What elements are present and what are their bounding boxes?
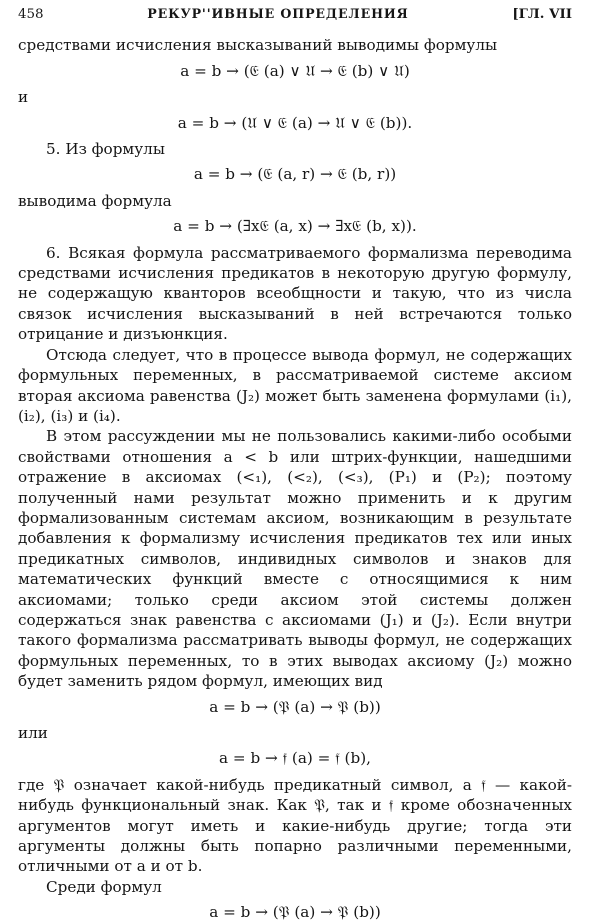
page-number: 458 [18, 7, 44, 22]
paragraph-item-5: 5. Из формулы [46, 140, 165, 159]
formula-5: a = b → (𝔓 (a) → 𝔓 (b)) [209, 697, 381, 716]
formula-7: a = b → (𝔓 (a) → 𝔓 (b)) [209, 903, 381, 922]
running-title: РЕКУР''ИВНЫЕ ОПРЕДЕЛЕНИЯ [147, 6, 409, 21]
formula-6: a = b → 𝔣 (a) = 𝔣 (b), [219, 749, 371, 768]
formula-4: a = b → (∃x𝔈 (a, x) → ∃x𝔈 (b, x)). [173, 217, 417, 236]
paragraph-derivable: выводима формула [18, 191, 172, 210]
formula-2: a = b → (𝔘 ∨ 𝔈 (a) → 𝔘 ∨ 𝔈 (b)). [177, 113, 413, 132]
formula-3: a = b → (𝔈 (a, r) → 𝔈 (b, r)) [193, 165, 397, 184]
paragraph-among-formulas: Среди формул [46, 877, 162, 896]
paragraph-consequence: Отсюда следует, что в процессе вывода формул, не содержащих формульных переменных, в рассматриваемой системе аксиом вторая аксиома равенства (J₂) может быть заменена формулами (i₁), (i₂), (i₃) и (i₄). [18, 345, 572, 425]
chapter-label: [ГЛ. VII [512, 6, 572, 22]
formula-1: a = b → (𝔈 (a) ∨ 𝔘 → 𝔈 (b) ∨ 𝔘) [180, 61, 410, 80]
paragraph-reasoning: В этом рассуждении мы не пользовались какими-либо особыми свойствами отношения a < b или штрих-функции, нашедшими отражение в аксиомах (<₁), (<₂), (<₃), (P₁) и (P₂); поэтому полученный нами результат можно применить и к другим формализованным системам аксиом, возникающим в результате добавления к формализму исчисления предикатов тех или иных предикатных символов, индивидных символов и знаков для математических функций вместе с относящимися к ним аксиомами; только среди аксиом этой системы должен содержаться знак равенства с аксиомами (J₁) и (J₂). Если внутри такого формализма рассматривать выводы формул, не содержащих формульных переменных, то в этих выводах аксиому (J₂) можно будет заменить рядом формул, имеющих вид [18, 427, 572, 691]
running-head [18, 4, 572, 25]
paragraph-item-6: 6. Всякая формула рассматриваемого формализма переводима средствами исчисления предикатов в некоторую другую формулу, не содержащую кванторов всеобщности и такую, что из числа связок исчисления высказываний в ней встречаются только отрицание и дизъюнкция. [18, 243, 572, 344]
paragraph-1: средствами исчисления высказываний выводимы формулы [18, 36, 498, 55]
conjunction-or: или [18, 724, 48, 742]
conjunction-and: и [18, 88, 29, 107]
paragraph-where: где 𝔓 означает какой-нибудь предикатный символ, а 𝔣 — какой-нибудь функциональный знак. Как 𝔓, так и 𝔣 кроме обозначенных аргументов могут иметь и какие-нибудь другие; тогда эти аргументы должны быть попарно различными переменными, отличными от a и от b. [18, 775, 572, 876]
